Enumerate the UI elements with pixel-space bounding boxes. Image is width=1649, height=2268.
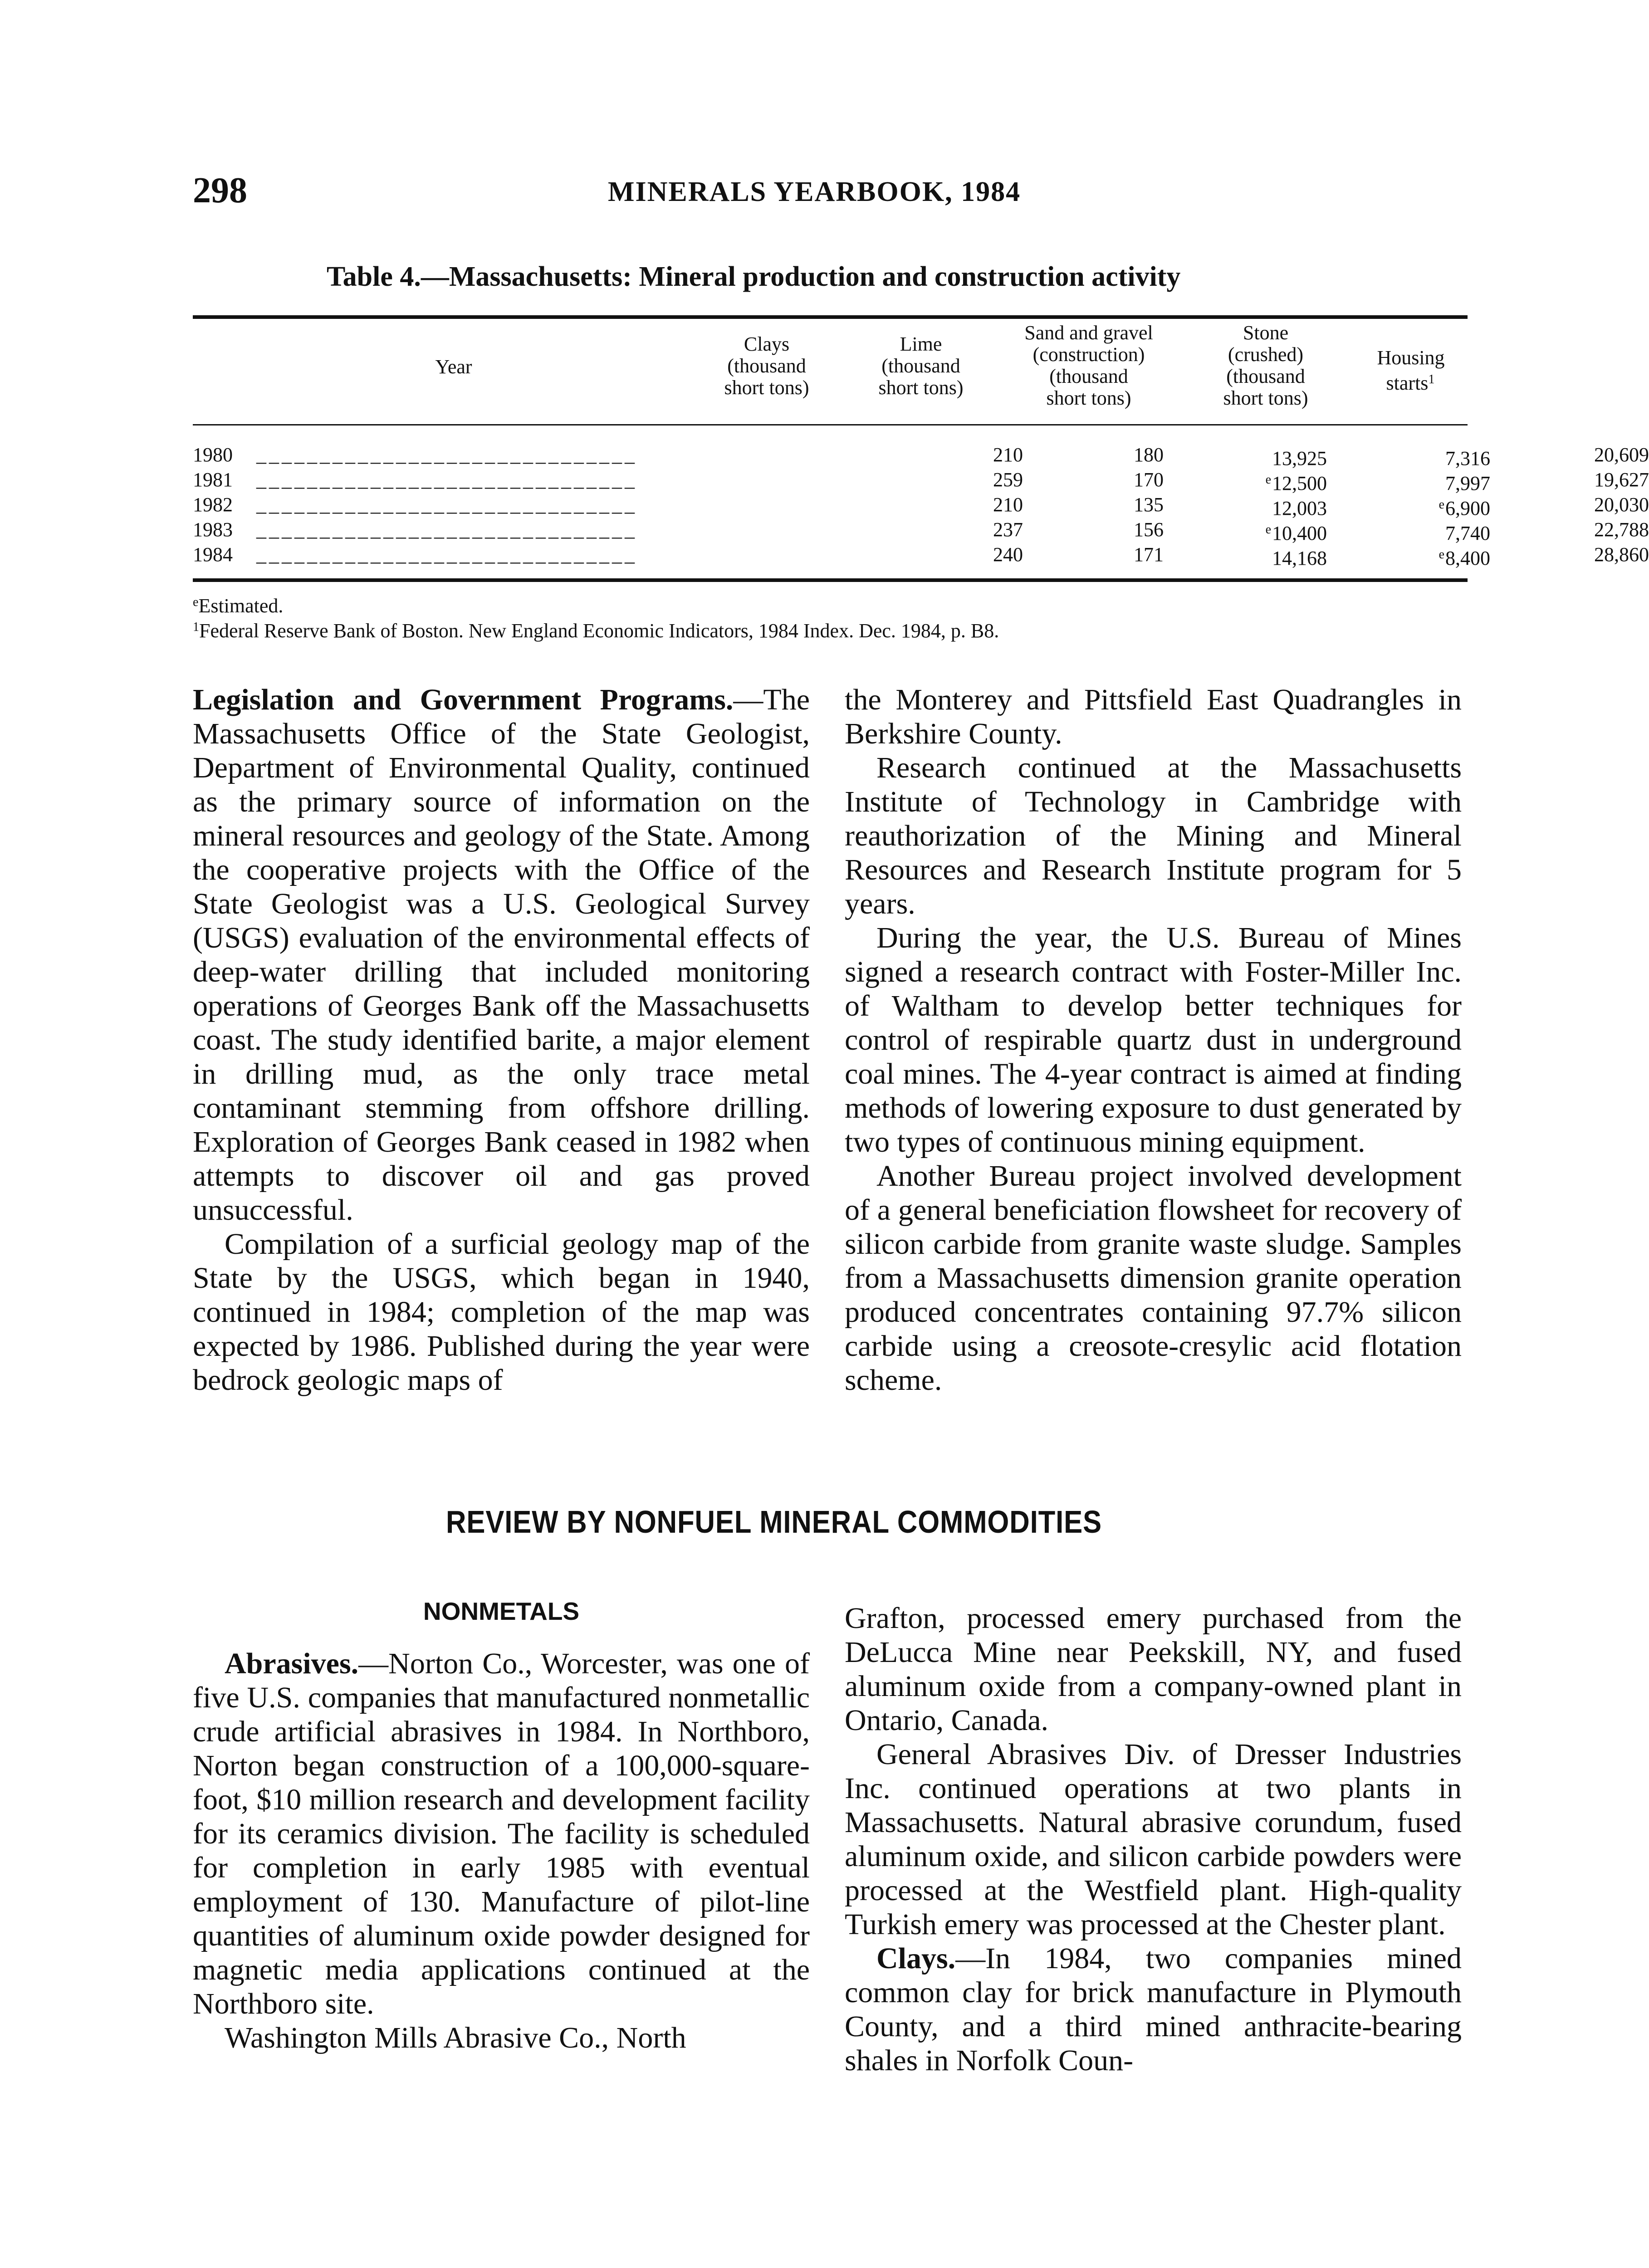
cell-stone: $^e$8,400 — [1439, 547, 1490, 569]
column-header-housing: Housing starts$^1$ — [1377, 347, 1445, 394]
cell-housing: 19,627 — [1594, 469, 1649, 491]
paragraph: Compilation of a surficial geology map of the State by the USGS, which began in 1940, continued in 1984; completion of the map was expected by 1986. Published during the year were bedrock geologic maps of — [193, 1227, 810, 1397]
dot-leader: ______________________________ — [256, 543, 637, 566]
table-title: Table 4.—Massachusetts: Mineral production and construction activity — [327, 261, 1181, 292]
right-column-upper — [845, 683, 1462, 1397]
column-header-stone: Stone (crushed) (thousand short tons) — [1223, 322, 1308, 409]
cell-stone: 7,997 — [1445, 472, 1490, 494]
paragraph: Legislation and Government Programs.—The Massachusetts Office of the State Geologist, Department of Environmental Quality, continued as the primary source of information on the mineral resources and geology of the State. Among the cooperative projects with the Office of the State Geologist was a U.S. Geological Survey (USGS) evaluation of the environmental effects of deep-water drilling that included monitoring operations of Georges Bank off the Massachusetts coast. The study identified barite, a major element in drilling mud, as the only trace metal contaminant stemming from offshore drilling. Exploration of Georges Bank ceased in 1982 when attempts to discover oil and gas proved unsuccessful. — [193, 683, 810, 1227]
paragraph: Clays.—In 1984, two companies mined common clay for brick manufacture in Plymouth County, and a third mined anthracite-bearing shales in Norfolk Coun- — [845, 1942, 1462, 2077]
column-header-sand-gravel: Sand and gravel (construction) (thousand short tons) — [1024, 322, 1153, 409]
left-column-lower — [193, 1647, 810, 2055]
column-header-year: Year — [435, 356, 472, 378]
cell-clays: 240 — [993, 543, 1023, 566]
cell-lime: 135 — [1134, 494, 1164, 516]
cell-stone: 7,740 — [1445, 522, 1490, 544]
table-header-rule — [193, 424, 1468, 425]
section-runin-heading: Abrasives. — [225, 1647, 359, 1680]
cell-clays: 210 — [993, 494, 1023, 516]
running-title: MINERALS YEARBOOK, 1984 — [608, 176, 1021, 207]
cell-housing: 28,860 — [1594, 543, 1649, 566]
column-header-clays: Clays (thousand short tons) — [724, 333, 809, 399]
paragraph: During the year, the U.S. Bureau of Mines signed a research contract with Foster-Miller Inc. of Waltham to develop better techniques for control of respirable quartz dust in underground coal mines. The 4-year contract is aimed at finding methods of lowering exposure to dust generated by two types of continuous mining equipment. — [845, 921, 1462, 1158]
cell-housing: 20,609 — [1594, 444, 1649, 466]
cell-lime: 180 — [1134, 444, 1164, 466]
cell-year: 1982 — [193, 494, 233, 516]
cell-lime: 170 — [1134, 469, 1164, 491]
section-runin-heading: Clays. — [876, 1942, 956, 1975]
footnote-source: $^1$Federal Reserve Bank of Boston. New England Economic Indicators, 1984 Index. Dec. 1984, p. B8. — [193, 620, 999, 642]
cell-housing: 22,788 — [1594, 518, 1649, 541]
section-runin-heading: Legislation and Government Programs. — [193, 683, 734, 716]
section-heading: REVIEW BY NONFUEL MINERAL COMMODITIES — [445, 1504, 1102, 1540]
dot-leader: ______________________________ — [256, 518, 637, 541]
cell-sand-gravel: $^e$10,400 — [1265, 522, 1327, 544]
cell-year: 1984 — [193, 543, 233, 566]
cell-sand-gravel: 13,925 — [1272, 447, 1327, 469]
dot-leader: ______________________________ — [256, 494, 637, 516]
paragraph: the Monterey and Pittsfield East Quadrangles in Berkshire County. — [845, 683, 1462, 750]
table-top-rule — [193, 315, 1468, 319]
cell-clays: 210 — [993, 444, 1023, 466]
table-row — [193, 492, 1649, 519]
table-row — [193, 467, 1649, 494]
paragraph: Research continued at the Massachusetts Institute of Technology in Cambridge with reauthorization of the Mining and Mineral Resources and Research Institute program for 5 years. — [845, 751, 1462, 920]
table-row — [193, 517, 1649, 544]
paragraph: Washington Mills Abrasive Co., North — [225, 2021, 686, 2054]
cell-year: 1983 — [193, 518, 233, 541]
cell-lime: 156 — [1134, 518, 1164, 541]
paragraph: General Abrasives Div. of Dresser Industries Inc. continued operations at two plants in Massachusetts. Natural abrasive corundum, fused aluminum oxide, and silicon carbide powders were processed at the Westfield plant. High-quality Turkish emery was processed at the Chester plant. — [845, 1738, 1462, 1941]
subsection-heading: NONMETALS — [423, 1597, 580, 1625]
cell-lime: 171 — [1134, 543, 1164, 566]
table-row — [193, 442, 1649, 469]
footnote-marker: 1 — [1428, 372, 1435, 386]
table-bottom-rule — [193, 578, 1468, 582]
cell-clays: 237 — [993, 518, 1023, 541]
table-row — [193, 542, 1649, 569]
cell-stone: $^e$6,900 — [1439, 497, 1490, 519]
cell-sand-gravel: 14,168 — [1272, 547, 1327, 569]
table-body — [193, 442, 1649, 569]
cell-year: 1980 — [193, 444, 233, 466]
dot-leader: ______________________________ — [256, 444, 637, 466]
paragraph: Abrasives.—Norton Co., Worcester, was one of five U.S. companies that manufactured nonmetallic crude artificial abrasives in 1984. In Northboro, Norton began construction of a 100,000-square-foot, $10 million research and development facility for its ceramics division. The facility is scheduled for completion in early 1985 with eventual employment of 130. Manufacture of pilot-line quantities of aluminum oxide powder designed for magnetic media applications continued at the Northboro site. — [193, 1647, 810, 2020]
left-column-upper — [193, 683, 810, 1397]
column-header-lime: Lime (thousand short tons) — [878, 333, 964, 399]
paragraph: Grafton, processed emery purchased from the DeLucca Mine near Peekskill, NY, and fused aluminum oxide from a company-owned plant in Ontario, Canada. — [845, 1602, 1462, 1737]
cell-sand-gravel: 12,003 — [1272, 497, 1327, 519]
cell-clays: 259 — [993, 469, 1023, 491]
dot-leader: ______________________________ — [256, 469, 637, 491]
cell-housing: 20,030 — [1594, 494, 1649, 516]
cell-sand-gravel: $^e$12,500 — [1265, 472, 1327, 494]
right-column-lower — [845, 1601, 1462, 2077]
footnote-estimated: $^e$Estimated. — [193, 595, 284, 617]
cell-year: 1981 — [193, 469, 233, 491]
cell-stone: 7,316 — [1445, 447, 1490, 469]
page-number: 298 — [193, 171, 247, 210]
paragraph: Another Bureau project involved development of a general beneficiation flowsheet for recovery of silicon carbide from granite waste sludge. Samples from a Massachusetts dimension granite operation produced concentrates containing 97.7% silicon carbide using a creosote-cresylic acid flotation scheme. — [845, 1159, 1462, 1397]
